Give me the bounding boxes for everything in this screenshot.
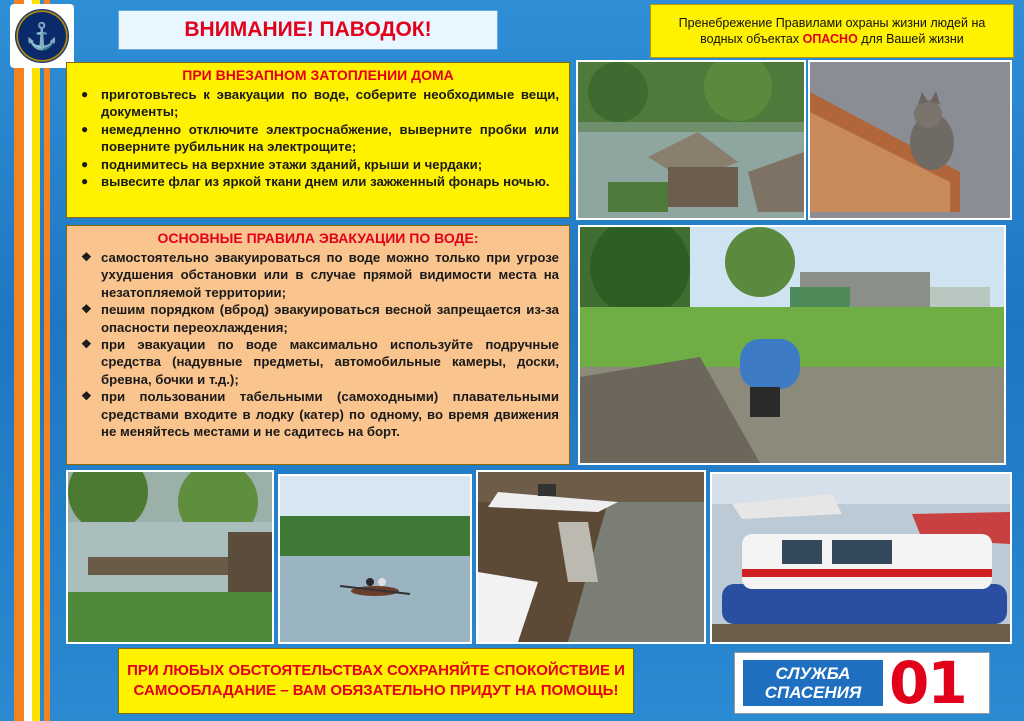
diamond-bullet-icon: ❖ bbox=[81, 302, 92, 317]
warning-line-1: Пренебрежение Правилами охраны жизни людей на bbox=[678, 16, 986, 30]
diamond-bullet-icon: ❖ bbox=[81, 389, 92, 404]
rescue-service-line-1: СЛУЖБА bbox=[775, 664, 851, 683]
list-item bbox=[77, 156, 559, 173]
list-item-text: при пользовании табельными (самоходными) плавательными средствами входите в лодку (катер) по одному, во время движения не меняйтесь местами и не садитесь на борт. bbox=[101, 389, 559, 440]
side-stripe-orange-thin bbox=[44, 0, 50, 721]
photo-cat-on-boat bbox=[808, 60, 1012, 220]
rescue-service-badge bbox=[734, 649, 990, 717]
list-item-text: пешим порядком (вброд) эвакуироваться весной запрещается из-за опасности переохлаждения; bbox=[101, 302, 559, 335]
photo-flooded-yard bbox=[66, 470, 274, 644]
list-item bbox=[77, 336, 559, 388]
warning-danger: ОПАСНО bbox=[802, 32, 858, 46]
list-item bbox=[77, 301, 559, 336]
side-stripe-yellow bbox=[32, 0, 40, 721]
list-item-text: вывесите флаг из яркой ткани днем или зажженный фонарь ночью. bbox=[101, 174, 550, 190]
evacuation-heading: ОСНОВНЫЕ ПРАВИЛА ЭВАКУАЦИИ ПО ВОДЕ: bbox=[157, 230, 479, 246]
side-stripe-orange bbox=[14, 0, 24, 721]
list-item bbox=[77, 388, 559, 440]
warning-text-end: для Вашей жизни bbox=[857, 32, 964, 46]
bullet-icon: ● bbox=[81, 121, 89, 136]
list-item bbox=[77, 121, 559, 156]
flood-panel bbox=[66, 62, 570, 218]
calm-line-1: ПРИ ЛЮБЫХ ОБСТОЯТЕЛЬСТВАХ СОХРАНЯЙТЕ СПОКОЙСТВИЕ И bbox=[127, 662, 625, 679]
calm-message bbox=[118, 648, 634, 714]
photo-washed-out-road bbox=[476, 470, 706, 644]
bullet-icon: ● bbox=[81, 87, 89, 101]
list-item-text: при эвакуации по воде максимально используйте подручные средства (надувные предметы, автомобильные камеры, доски, бревна, бочки и т.д.); bbox=[101, 337, 559, 387]
list-item-text: немедленно отключите электроснабжение, выверните пробки или поверните рубильник на электрощите; bbox=[101, 121, 559, 155]
page-title: ВНИМАНИЕ! ПАВОДОК! bbox=[118, 10, 498, 50]
warning-banner bbox=[650, 4, 1014, 58]
photo-hovercraft bbox=[710, 472, 1012, 644]
diamond-bullet-icon: ❖ bbox=[81, 337, 92, 352]
logo bbox=[10, 4, 74, 68]
warning-line-2 bbox=[679, 31, 986, 47]
list-item bbox=[77, 249, 559, 301]
evacuation-panel bbox=[66, 225, 570, 465]
calm-line-2: САМООБЛАДАНИЕ – ВАМ ОБЯЗАТЕЛЬНО ПРИДУТ НА ПОМОЩЬ! bbox=[133, 682, 619, 699]
bullet-icon: ● bbox=[81, 156, 89, 171]
evacuation-list bbox=[77, 249, 559, 440]
list-item-text: поднимитесь на верхние этажи зданий, крыши и чердаки; bbox=[101, 156, 483, 172]
list-item bbox=[77, 86, 559, 121]
emergency-number: 01 bbox=[889, 649, 966, 717]
photo-rowing-boat bbox=[278, 474, 472, 644]
rescue-service-line-2: СПАСЕНИЯ bbox=[764, 683, 862, 702]
side-stripe-white bbox=[24, 0, 32, 721]
bullet-icon: ● bbox=[81, 174, 89, 189]
photo-flooded-village bbox=[578, 225, 1006, 465]
diamond-bullet-icon: ❖ bbox=[81, 250, 92, 264]
flood-heading: ПРИ ВНЕЗАПНОМ ЗАТОПЛЕНИИ ДОМА bbox=[182, 67, 454, 83]
flood-list bbox=[77, 86, 559, 190]
list-item bbox=[77, 173, 559, 190]
rescue-service-label bbox=[743, 660, 883, 706]
list-item-text: самостоятельно эвакуироваться по воде можно только при угрозе ухудшения обстановки или в случае прямой видимости места на незатопляемой территории; bbox=[101, 250, 559, 300]
anchor-emblem-icon: ⚓ bbox=[15, 9, 69, 63]
photo-flooded-houses bbox=[576, 60, 806, 220]
list-item-text: приготовьтесь к эвакуации по воде, соберите необходимые вещи, документы; bbox=[101, 87, 559, 120]
warning-text: водных объектах bbox=[700, 32, 803, 46]
